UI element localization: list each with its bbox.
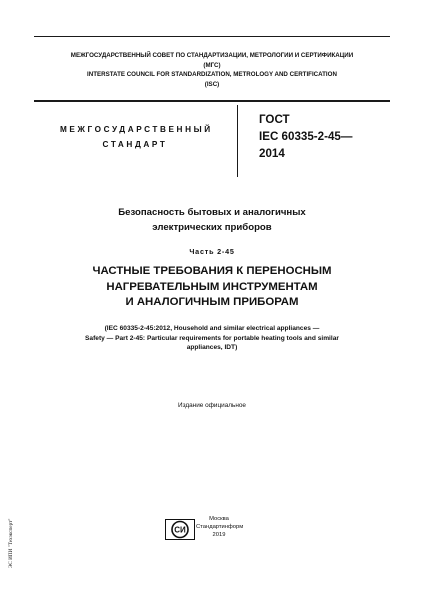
council-abbr-en: (ISC) xyxy=(204,80,220,88)
document-subtitle xyxy=(40,264,384,311)
subtitle-line3: И АНАЛОГИЧНЫМ ПРИБОРАМ xyxy=(125,296,299,308)
council-abbr-ru: (МГС) xyxy=(203,61,221,69)
standard-kind-line2: СТАНДАРТ xyxy=(102,140,168,149)
council-name-ru: МЕЖГОСУДАРСТВЕННЫЙ СОВЕТ ПО СТАНДАРТИЗАЦИИ, МЕТРОЛОГИИ И СЕРТИФИКАЦИИ xyxy=(70,52,354,59)
english-title-line2: Safety — Part 2-45: Particular requirements for portable heating tools and similar xyxy=(85,334,339,342)
designation-line2: IEC 60335-2-45— xyxy=(259,130,353,143)
publisher-year: 2019 xyxy=(212,532,226,539)
standard-kind-line1: МЕЖГОСУДАРСТВЕННЫЙ xyxy=(60,125,213,134)
designation-line3: 2014 xyxy=(259,147,285,160)
english-title xyxy=(40,324,384,353)
designation-line1: ГОСТ xyxy=(259,113,290,126)
publisher-block xyxy=(196,515,242,540)
part-number: Часть 2-45 xyxy=(189,247,235,256)
title-line1: Безопасность бытовых и аналогичных xyxy=(118,207,306,218)
standard-kind xyxy=(60,122,213,152)
publisher-name: Стандартинформ xyxy=(196,524,244,531)
official-edition-label: Издание официальное xyxy=(178,402,246,409)
header-divider xyxy=(237,105,238,177)
council-header xyxy=(34,36,390,102)
english-title-line3: appliances, IDT) xyxy=(186,344,238,352)
standard-designation xyxy=(259,111,352,162)
standartinform-logo-icon xyxy=(165,519,195,540)
subtitle-line1: ЧАСТНЫЕ ТРЕБОВАНИЯ К ПЕРЕНОСНЫМ xyxy=(92,265,332,277)
publisher-city: Москва xyxy=(209,516,229,522)
subtitle-line2: НАГРЕВАТЕЛЬНЫМ ИНСТРУМЕНТАМ xyxy=(106,280,318,293)
english-title-line1: (IEC 60335-2-45:2012, Household and similar electrical appliances — xyxy=(104,325,320,332)
document-title xyxy=(40,206,384,235)
side-watermark: ЭС ИПИ "Техэксперт" xyxy=(8,518,14,568)
council-name-en: INTERSTATE COUNCIL FOR STANDARDIZATION, METROLOGY AND CERTIFICATION xyxy=(87,71,337,79)
title-line2: электрических приборов xyxy=(152,221,272,233)
logo-text: СИ xyxy=(174,525,186,535)
